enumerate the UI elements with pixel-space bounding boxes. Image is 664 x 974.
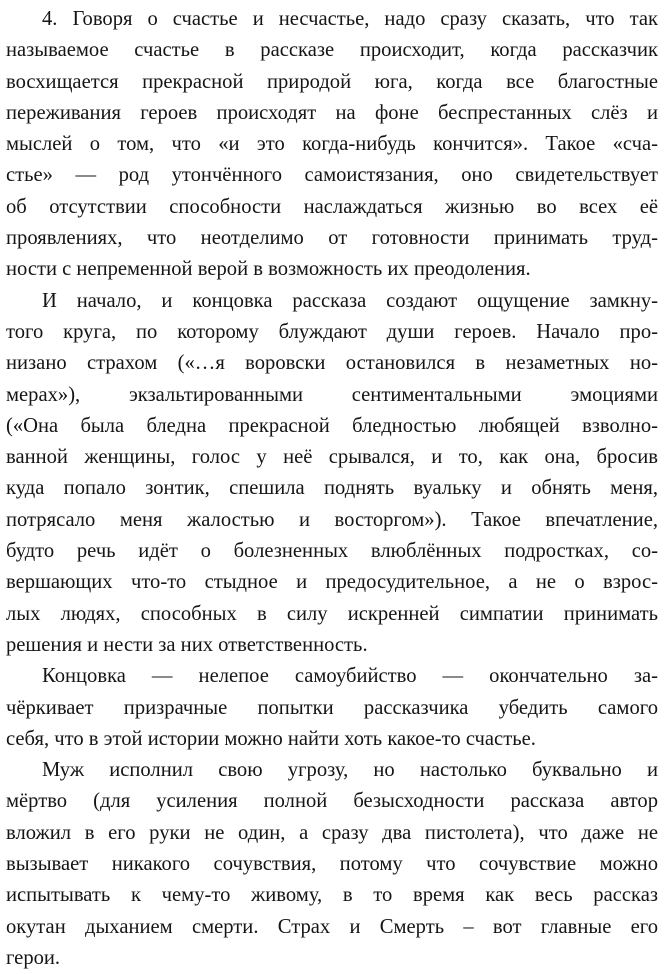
text-line: чёркивает призрачные попытки рассказчика убедить самого [6,696,658,719]
text-line: переживания героев происходят на фоне беспрестанных слёз и [6,101,658,124]
text-line: проявлениях, что неотделимо от готовности принимать труд- [6,227,658,250]
text-line: решения и нести за них ответственность. [6,633,368,656]
text-line: восхищается прекрасной природой юга, когда все благостные [6,70,658,93]
text-line: вложил в его руки не один, а сразу два пистолета), что даже не [6,821,658,844]
text-line: куда попало зонтик, спешила поднять вуальку и обнять меня, [6,477,658,500]
text-line: вызывает никакого сочувствия, потому что сочувствие можно [6,853,658,876]
text-line: называемое счастье в рассказе происходит, когда рассказчик [6,39,658,62]
text-line: мерах»), экзальтированными сентиментальными эмоциями [6,383,658,406]
text-line: вершающих что-то стыдное и предосудительное, а не о взрос- [6,571,658,594]
paragraph-1 [6,4,658,286]
paragraph-4 [6,755,658,974]
text-line: («Она была бледна прекрасной бледностью любящей взволно- [6,414,658,437]
text-line: низано страхом («…я воровски остановился в незаметных но- [6,352,658,375]
text-line: потрясало меня жалостью и восторгом»). Такое впечатление, [6,508,658,531]
text-line: мыслей о том, что «и это когда-нибудь кончится». Такое «сча- [6,133,658,156]
text-line: окутан дыханием смерти. Страх и Смерть – вот главные его [6,915,658,938]
text-line: будто речь идёт о болезненных влюблённых подростках, со- [6,540,658,563]
text-line: ности с непременной верой в возможность их преодоления. [6,258,531,281]
text-line: Концовка — нелепое самоубийство — окончательно за- [42,665,658,688]
text-line: И начало, и концовка рассказа создают ощущение замкну- [42,289,658,312]
paragraph-3 [6,661,658,755]
text-line: того круга, по которому блуждают души героев. Начало про- [6,320,658,343]
text-line: лых людях, способных в силу искренней симпатии принимать [6,602,658,625]
text-line: герои. [6,946,61,969]
text-line: 4. Говоря о счастье и несчастье, надо сразу сказать, что так [42,8,658,30]
text-line: Муж исполнил свою угрозу, но настолько буквально и [42,759,658,782]
paragraph-2 [6,286,658,662]
text-line: об отсутствии способности наслаждаться жизнью во всех её [6,195,658,218]
text-line: ванной женщины, голос у неё срывался, и то, как она, бросив [6,446,658,469]
text-line: испытывать к чему-то живому, в то время как весь рассказ [6,884,658,907]
text-line: мёртво (для усиления полной безысходности рассказа автор [6,790,658,813]
text-line: стье» — род утончённого самоистязания, оно свидетельствует [6,164,658,187]
text-line: себя, что в этой истории можно найти хоть какое-то счастье. [6,727,536,750]
